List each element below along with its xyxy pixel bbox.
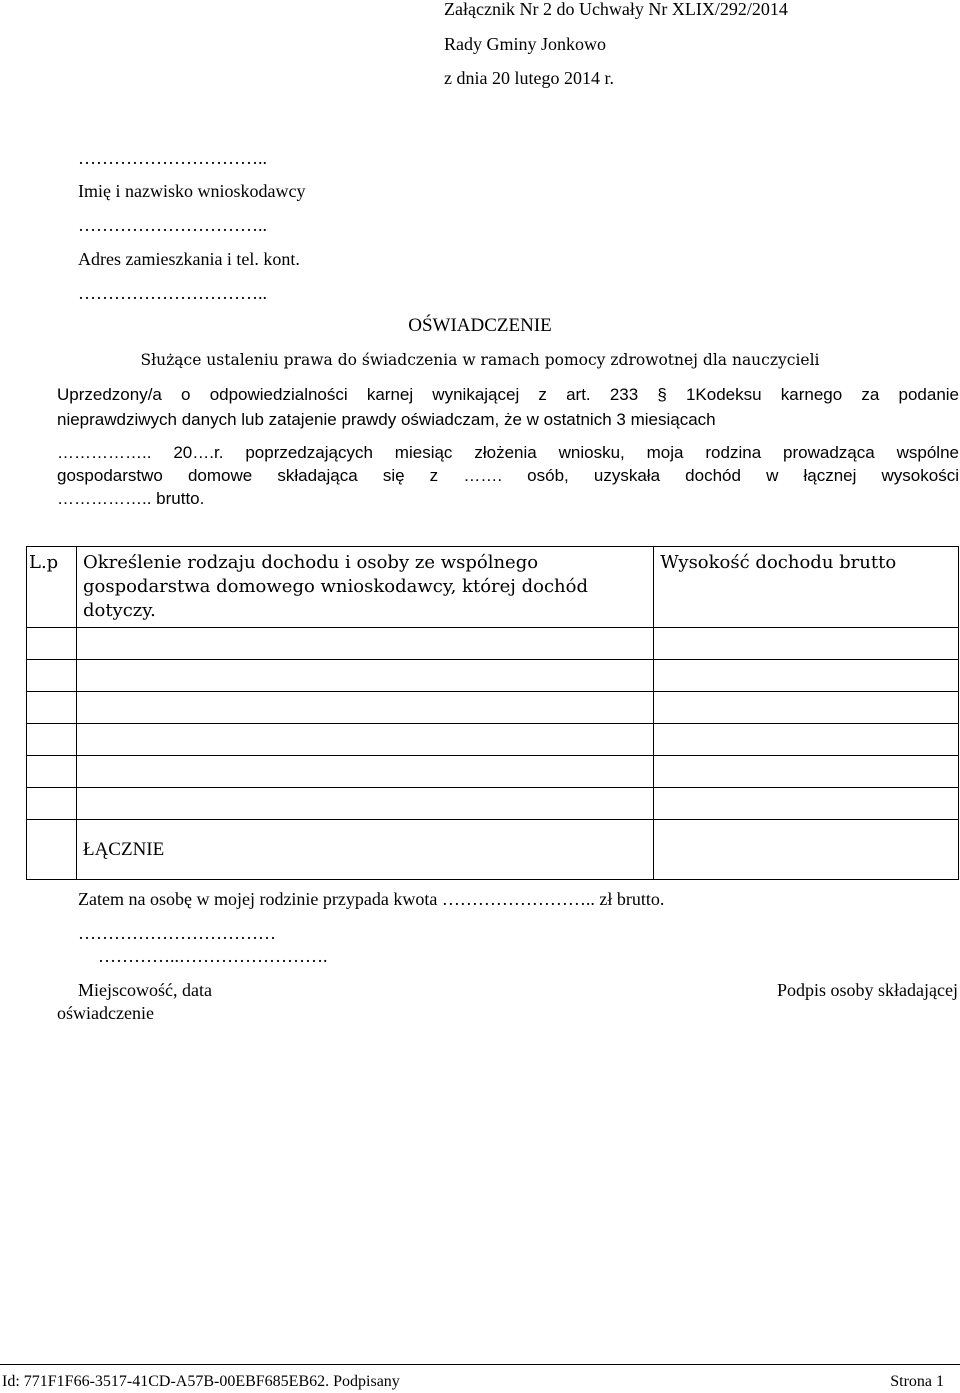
table-header-row	[27, 547, 959, 628]
table-cell[interactable]	[27, 756, 77, 788]
document-subtitle: Służące ustaleniu prawa do świadczenia w ramach pomocy zdrowotnej dla nauczycieli	[140, 351, 820, 369]
address-label: Adres zamieszkania i tel. kont.	[78, 249, 300, 269]
signature-dots: …………..…………………….	[98, 946, 328, 966]
table-cell[interactable]	[76, 756, 653, 788]
table-cell[interactable]	[654, 788, 959, 820]
per-person-amount: Zatem na osobę w mojej rodzinie przypada kwota …………………….. zł brutto.	[78, 889, 665, 909]
table-total-row	[27, 820, 959, 880]
statement-line-2: nieprawdziwych danych lub zatajenie prawdy oświadczam, że w ostatnich 3 miesiącach	[57, 410, 716, 429]
footer-separator	[0, 1364, 960, 1365]
table-cell[interactable]	[76, 628, 653, 660]
table-cell[interactable]	[27, 788, 77, 820]
table-cell	[27, 820, 77, 880]
col-amount-header: Wysokość dochodu brutto	[654, 547, 959, 628]
table-cell[interactable]	[27, 692, 77, 724]
header-annex-line: Załącznik Nr 2 do Uchwały Nr XLIX/292/2014	[444, 0, 788, 19]
table-cell[interactable]	[76, 692, 653, 724]
col-lp-header: L.p	[27, 547, 77, 628]
table-row	[27, 724, 959, 756]
signature-label: Podpis osoby składającej	[777, 980, 958, 1000]
table-cell[interactable]	[654, 756, 959, 788]
place-date-dots: ……………………………	[78, 923, 276, 943]
name-label: Imię i nazwisko wnioskodawcy	[78, 181, 306, 201]
contact-dots: …………………………..	[78, 283, 267, 303]
statement-line-1: Uprzedzony/a o odpowiedzialności karnej wynikającej z art. 233 § 1Kodeksu karnego za podanie	[57, 385, 959, 404]
address-dots: …………………………..	[78, 215, 267, 235]
table-cell[interactable]	[27, 628, 77, 660]
place-date-label: Miejscowość, data	[78, 980, 212, 1000]
income-table	[26, 546, 959, 880]
statement-line-3: …………….. 20….r. poprzedzających miesiąc złożenia wniosku, moja rodzina prowadząca wspólne	[57, 443, 959, 462]
statement-line-5: …………….. brutto.	[57, 489, 205, 508]
document-title: OŚWIADCZENIE	[408, 315, 552, 336]
col-description-header: Określenie rodzaju dochodu i osoby ze wspólnego gospodarstwa domowego wnioskodawcy, której dochód dotyczy.	[76, 547, 653, 628]
table-cell[interactable]	[654, 724, 959, 756]
table-cell[interactable]	[654, 660, 959, 692]
footer-document-id: Id: 771F1F66-3517-41CD-A57B-00EBF685EB62. Podpisany	[2, 1373, 400, 1390]
table-cell[interactable]	[76, 660, 653, 692]
table-row	[27, 692, 959, 724]
table-cell[interactable]	[76, 788, 653, 820]
name-dots: …………………………..	[78, 148, 267, 168]
table-row	[27, 788, 959, 820]
statement-label: oświadczenie	[57, 1003, 154, 1023]
table-row	[27, 628, 959, 660]
header-date-line: z dnia 20 lutego 2014 r.	[444, 68, 614, 88]
table-cell[interactable]	[76, 724, 653, 756]
table-cell[interactable]	[654, 692, 959, 724]
statement-line-4: gospodarstwo domowe składająca się z ……. osób, uzyskała dochód w łącznej wysokości	[57, 466, 959, 485]
total-label: ŁĄCZNIE	[76, 820, 653, 880]
table-row	[27, 756, 959, 788]
table-cell[interactable]	[27, 724, 77, 756]
table-cell[interactable]	[27, 660, 77, 692]
header-council-line: Rady Gminy Jonkowo	[444, 34, 606, 54]
total-amount-cell[interactable]	[654, 820, 959, 880]
table-cell[interactable]	[654, 628, 959, 660]
table-row	[27, 660, 959, 692]
footer-page-number: Strona 1	[890, 1373, 944, 1390]
